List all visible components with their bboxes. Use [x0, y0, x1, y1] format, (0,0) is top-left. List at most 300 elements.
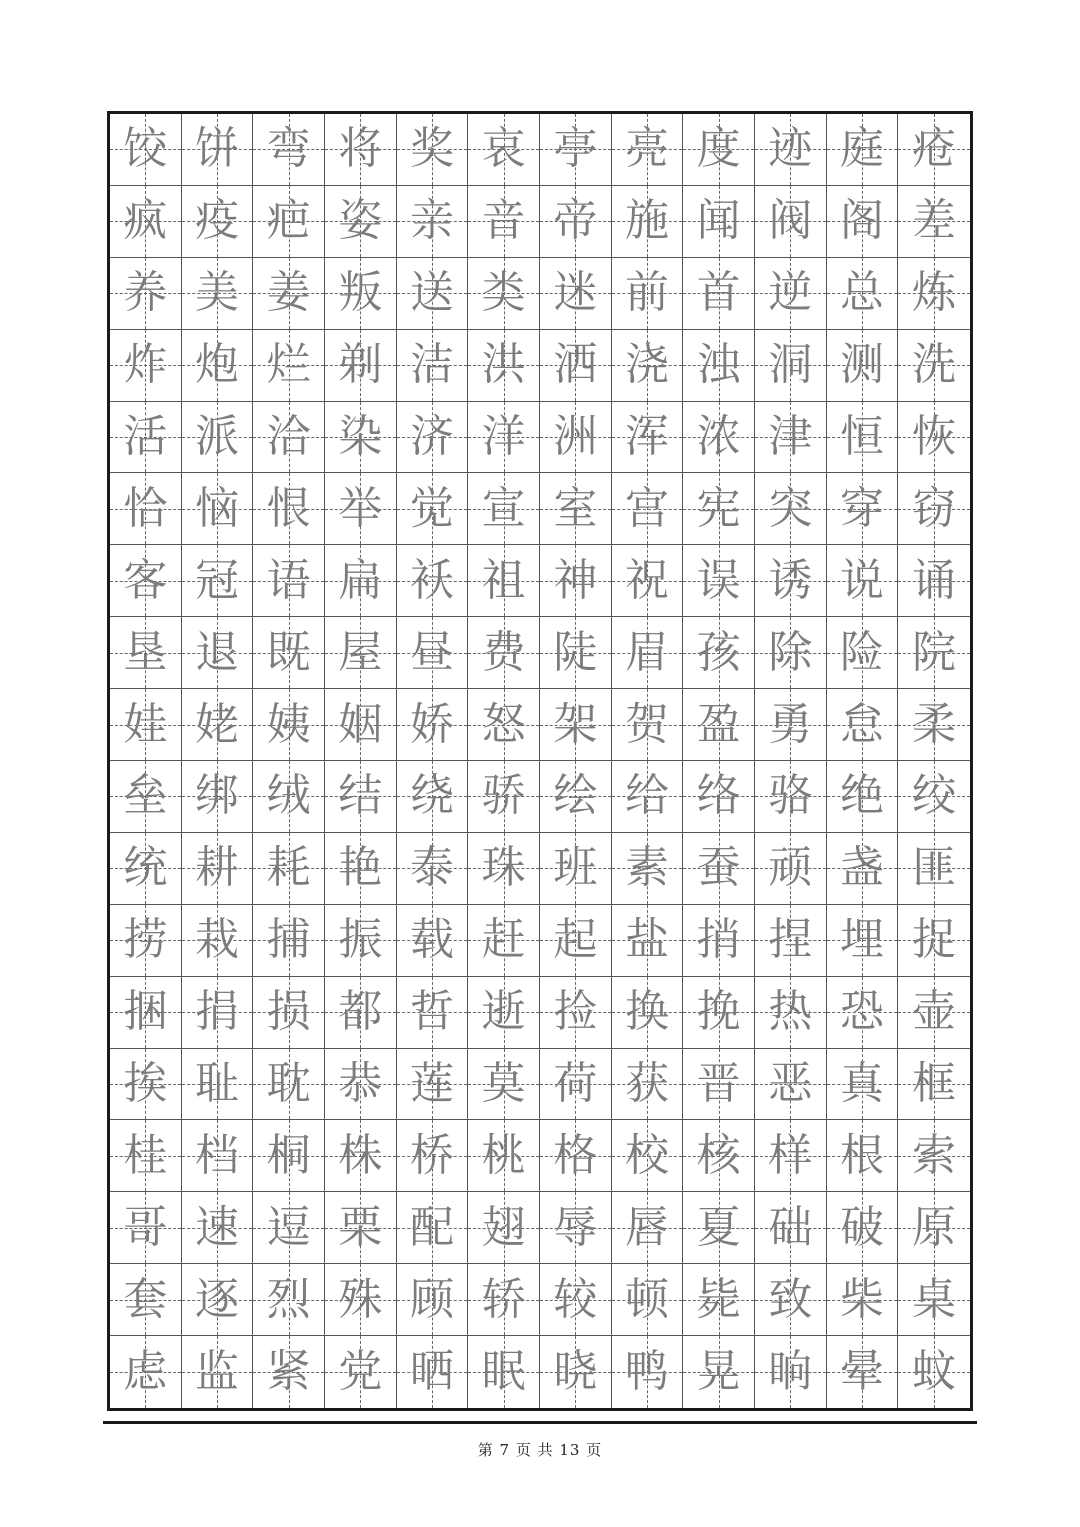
grid-cell — [253, 1264, 325, 1336]
grid-cell — [253, 114, 325, 186]
grid-cell — [612, 1192, 684, 1264]
practice-character: 轿 — [481, 1273, 526, 1325]
practice-character: 桥 — [409, 1129, 454, 1181]
grid-cell — [827, 114, 899, 186]
grid-cell — [182, 330, 254, 402]
practice-character: 浓 — [696, 410, 741, 462]
practice-character: 眉 — [624, 626, 669, 678]
grid-cell — [683, 689, 755, 761]
grid-cell — [540, 545, 612, 617]
grid-cell — [468, 1120, 540, 1192]
practice-character: 除 — [768, 626, 813, 678]
grid-cell — [827, 330, 899, 402]
grid-cell — [325, 1264, 397, 1336]
practice-character: 差 — [912, 195, 957, 247]
practice-character: 辱 — [553, 1201, 598, 1253]
practice-character: 蚕 — [696, 842, 741, 894]
practice-character: 赶 — [481, 914, 526, 966]
practice-character: 获 — [624, 1057, 669, 1109]
practice-character: 艳 — [338, 842, 383, 894]
practice-character: 换 — [624, 986, 669, 1038]
grid-cell — [612, 1264, 684, 1336]
grid-cell — [468, 905, 540, 977]
page-number: 第 7 页 共 13 页 — [477, 1441, 603, 1459]
grid-cell — [325, 1049, 397, 1121]
practice-character: 栗 — [338, 1201, 383, 1253]
grid-cell — [325, 258, 397, 330]
grid-cell — [397, 617, 469, 689]
grid-cell — [898, 258, 970, 330]
practice-character: 疫 — [194, 195, 239, 247]
grid-cell — [253, 977, 325, 1049]
grid-cell — [325, 1192, 397, 1264]
grid-cell — [325, 617, 397, 689]
practice-character: 恼 — [194, 482, 239, 534]
practice-character: 起 — [553, 914, 598, 966]
grid-cell — [397, 258, 469, 330]
practice-character: 校 — [624, 1129, 669, 1181]
grid-cell — [325, 1120, 397, 1192]
practice-character: 染 — [338, 410, 383, 462]
practice-character: 绕 — [409, 770, 454, 822]
grid-cell — [755, 833, 827, 905]
practice-character: 础 — [768, 1201, 813, 1253]
grid-cell — [397, 1049, 469, 1121]
practice-character: 将 — [338, 123, 383, 175]
grid-cell — [898, 905, 970, 977]
grid-cell — [182, 114, 254, 186]
grid-cell — [683, 1049, 755, 1121]
grid-cell — [755, 186, 827, 258]
grid-cell — [540, 114, 612, 186]
grid-cell — [540, 1120, 612, 1192]
grid-cell — [110, 258, 182, 330]
grid-cell — [397, 545, 469, 617]
grid-cell — [683, 1264, 755, 1336]
practice-character: 盐 — [624, 914, 669, 966]
grid-cell — [540, 761, 612, 833]
grid-cell — [827, 186, 899, 258]
practice-character: 桐 — [266, 1129, 311, 1181]
grid-cell — [683, 761, 755, 833]
grid-cell — [898, 402, 970, 474]
practice-character: 索 — [912, 1129, 957, 1181]
grid-cell — [540, 186, 612, 258]
practice-character: 袄 — [409, 554, 454, 606]
grid-cell — [110, 330, 182, 402]
grid-cell — [683, 833, 755, 905]
grid-cell — [468, 473, 540, 545]
practice-character: 迹 — [768, 123, 813, 175]
grid-cell — [683, 1120, 755, 1192]
practice-character: 捆 — [123, 986, 168, 1038]
grid-cell — [468, 1049, 540, 1121]
practice-character: 诵 — [912, 554, 957, 606]
grid-cell — [325, 905, 397, 977]
practice-character: 给 — [624, 770, 669, 822]
practice-character: 结 — [338, 770, 383, 822]
practice-character: 逝 — [481, 986, 526, 1038]
practice-character: 破 — [839, 1201, 884, 1253]
grid-cell — [253, 545, 325, 617]
grid-cell — [182, 617, 254, 689]
grid-cell — [397, 186, 469, 258]
grid-cell — [683, 330, 755, 402]
practice-character: 毙 — [696, 1273, 741, 1325]
practice-character: 贺 — [624, 698, 669, 750]
practice-character: 剃 — [338, 339, 383, 391]
practice-character: 络 — [696, 770, 741, 822]
grid-cell — [827, 1120, 899, 1192]
practice-character: 宣 — [481, 482, 526, 534]
practice-character: 捎 — [696, 914, 741, 966]
practice-character: 浊 — [696, 339, 741, 391]
grid-cell — [325, 1336, 397, 1408]
grid-cell — [110, 977, 182, 1049]
practice-character: 浑 — [624, 410, 669, 462]
practice-character: 绒 — [266, 770, 311, 822]
practice-character: 闻 — [696, 195, 741, 247]
character-practice-grid — [107, 111, 973, 1411]
practice-character: 耻 — [194, 1057, 239, 1109]
practice-character: 埋 — [839, 914, 884, 966]
grid-cell — [898, 1120, 970, 1192]
grid-cell — [827, 1192, 899, 1264]
practice-character: 恨 — [266, 482, 311, 534]
grid-cell — [325, 330, 397, 402]
grid-cell — [182, 473, 254, 545]
grid-cell — [110, 186, 182, 258]
grid-cell — [755, 114, 827, 186]
practice-character: 较 — [553, 1273, 598, 1325]
grid-cell — [325, 761, 397, 833]
grid-cell — [540, 330, 612, 402]
grid-cell — [683, 977, 755, 1049]
practice-character: 屋 — [338, 626, 383, 678]
grid-cell — [253, 186, 325, 258]
practice-character: 样 — [768, 1129, 813, 1181]
practice-character: 客 — [123, 554, 168, 606]
grid-cell — [898, 761, 970, 833]
grid-cell — [898, 833, 970, 905]
grid-cell — [540, 258, 612, 330]
practice-character: 险 — [839, 626, 884, 678]
grid-cell — [612, 1049, 684, 1121]
grid-cell — [182, 689, 254, 761]
practice-character: 姜 — [266, 267, 311, 319]
practice-character: 祖 — [481, 554, 526, 606]
grid-cell — [468, 833, 540, 905]
practice-character: 恐 — [839, 986, 884, 1038]
practice-character: 炼 — [912, 267, 957, 319]
grid-cell — [827, 977, 899, 1049]
practice-character: 真 — [839, 1057, 884, 1109]
grid-cell — [182, 1336, 254, 1408]
grid-cell — [827, 1049, 899, 1121]
grid-cell — [612, 977, 684, 1049]
practice-character: 洋 — [481, 410, 526, 462]
practice-character: 唇 — [624, 1201, 669, 1253]
grid-cell — [612, 905, 684, 977]
grid-cell — [182, 1120, 254, 1192]
grid-cell — [683, 1192, 755, 1264]
grid-cell — [540, 402, 612, 474]
grid-cell — [182, 1264, 254, 1336]
practice-character: 祝 — [624, 554, 669, 606]
practice-character: 洲 — [553, 410, 598, 462]
practice-character: 神 — [553, 554, 598, 606]
practice-character: 捉 — [912, 914, 957, 966]
grid-cell — [612, 545, 684, 617]
grid-cell — [612, 473, 684, 545]
practice-character: 都 — [338, 986, 383, 1038]
grid-cell — [253, 761, 325, 833]
grid-cell — [898, 1192, 970, 1264]
grid-cell — [683, 258, 755, 330]
practice-character: 桂 — [123, 1129, 168, 1181]
practice-character: 配 — [409, 1201, 454, 1253]
practice-character: 姥 — [194, 698, 239, 750]
grid-cell — [110, 473, 182, 545]
grid-cell — [683, 617, 755, 689]
grid-cell — [253, 258, 325, 330]
grid-cell — [755, 402, 827, 474]
practice-character: 美 — [194, 267, 239, 319]
grid-cell — [468, 617, 540, 689]
practice-character: 振 — [338, 914, 383, 966]
grid-cell — [110, 1049, 182, 1121]
practice-character: 原 — [912, 1201, 957, 1253]
practice-character: 养 — [123, 267, 168, 319]
grid-cell — [182, 258, 254, 330]
grid-cell — [253, 1336, 325, 1408]
grid-cell — [827, 617, 899, 689]
grid-cell — [540, 1049, 612, 1121]
practice-character: 晒 — [409, 1346, 454, 1398]
practice-character: 哲 — [409, 986, 454, 1038]
practice-character: 疮 — [912, 123, 957, 175]
grid-cell — [397, 1120, 469, 1192]
practice-character: 恢 — [912, 410, 957, 462]
grid-cell — [755, 761, 827, 833]
grid-cell — [755, 258, 827, 330]
grid-cell — [325, 114, 397, 186]
practice-character: 捐 — [194, 986, 239, 1038]
practice-character: 济 — [409, 410, 454, 462]
grid-cell — [612, 402, 684, 474]
grid-cell — [397, 833, 469, 905]
practice-character: 扁 — [338, 554, 383, 606]
practice-character: 夏 — [696, 1201, 741, 1253]
grid-cell — [755, 473, 827, 545]
practice-character: 捞 — [123, 914, 168, 966]
grid-cell — [540, 977, 612, 1049]
practice-character: 洞 — [768, 339, 813, 391]
grid-cell — [253, 689, 325, 761]
grid-cell — [898, 330, 970, 402]
grid-cell — [683, 114, 755, 186]
practice-character: 恶 — [768, 1057, 813, 1109]
practice-character: 阁 — [839, 195, 884, 247]
practice-character: 晋 — [696, 1057, 741, 1109]
grid-cell — [468, 689, 540, 761]
grid-cell — [898, 114, 970, 186]
practice-character: 烈 — [266, 1273, 311, 1325]
practice-character: 档 — [194, 1129, 239, 1181]
grid-cell — [898, 545, 970, 617]
practice-character: 匪 — [912, 842, 957, 894]
practice-character: 壶 — [912, 986, 957, 1038]
grid-cell — [325, 402, 397, 474]
grid-cell — [325, 545, 397, 617]
grid-cell — [755, 977, 827, 1049]
grid-cell — [110, 761, 182, 833]
practice-character: 津 — [768, 410, 813, 462]
grid-cell — [325, 689, 397, 761]
grid-cell — [468, 114, 540, 186]
grid-cell — [468, 545, 540, 617]
practice-character: 举 — [338, 482, 383, 534]
practice-character: 盏 — [839, 842, 884, 894]
grid-cell — [253, 833, 325, 905]
grid-cell — [540, 905, 612, 977]
practice-character: 党 — [338, 1346, 383, 1398]
grid-cell — [468, 761, 540, 833]
grid-cell — [612, 1120, 684, 1192]
practice-character: 格 — [553, 1129, 598, 1181]
practice-character: 逐 — [194, 1273, 239, 1325]
grid-cell — [612, 761, 684, 833]
practice-character: 根 — [839, 1129, 884, 1181]
grid-cell — [827, 545, 899, 617]
practice-character: 叛 — [338, 267, 383, 319]
grid-cell — [325, 186, 397, 258]
practice-character: 监 — [194, 1346, 239, 1398]
practice-character: 诱 — [768, 554, 813, 606]
practice-character: 昼 — [409, 626, 454, 678]
grid-cell — [540, 617, 612, 689]
grid-cell — [540, 473, 612, 545]
practice-character: 窃 — [912, 482, 957, 534]
practice-character: 耕 — [194, 842, 239, 894]
practice-character: 类 — [481, 267, 526, 319]
grid-cell — [827, 1336, 899, 1408]
practice-character: 前 — [624, 267, 669, 319]
practice-character: 既 — [266, 626, 311, 678]
practice-character: 绝 — [839, 770, 884, 822]
grid-cell — [755, 545, 827, 617]
grid-cell — [182, 833, 254, 905]
practice-character: 骆 — [768, 770, 813, 822]
practice-character: 派 — [194, 410, 239, 462]
practice-character: 饼 — [194, 123, 239, 175]
practice-character: 觉 — [409, 482, 454, 534]
practice-character: 退 — [194, 626, 239, 678]
practice-character: 帝 — [553, 195, 598, 247]
practice-character: 穿 — [839, 482, 884, 534]
practice-character: 紧 — [266, 1346, 311, 1398]
grid-cell — [397, 977, 469, 1049]
practice-character: 饺 — [123, 123, 168, 175]
practice-character: 晌 — [768, 1346, 813, 1398]
practice-character: 室 — [553, 482, 598, 534]
grid-cell — [612, 689, 684, 761]
practice-character: 炸 — [123, 339, 168, 391]
grid-cell — [182, 905, 254, 977]
grid-cell — [397, 689, 469, 761]
practice-character: 亮 — [624, 123, 669, 175]
practice-character: 烂 — [266, 339, 311, 391]
grid-cell — [182, 1192, 254, 1264]
grid-cell — [182, 402, 254, 474]
grid-cell — [683, 545, 755, 617]
practice-character: 顽 — [768, 842, 813, 894]
grid-cell — [397, 114, 469, 186]
grid-cell — [683, 402, 755, 474]
practice-character: 院 — [912, 626, 957, 678]
grid-cell — [110, 1264, 182, 1336]
practice-character: 勇 — [768, 698, 813, 750]
practice-character: 哥 — [123, 1201, 168, 1253]
grid-cell — [827, 833, 899, 905]
grid-cell — [827, 905, 899, 977]
grid-cell — [540, 1192, 612, 1264]
practice-character: 株 — [338, 1129, 383, 1181]
grid-cell — [110, 1120, 182, 1192]
practice-character: 统 — [123, 842, 168, 894]
practice-character: 度 — [696, 123, 741, 175]
grid-cell — [397, 402, 469, 474]
grid-cell — [898, 689, 970, 761]
practice-character: 绑 — [194, 770, 239, 822]
grid-cell — [827, 1264, 899, 1336]
practice-character: 殊 — [338, 1273, 383, 1325]
practice-character: 眠 — [481, 1346, 526, 1398]
practice-character: 柴 — [839, 1273, 884, 1325]
practice-character: 总 — [839, 267, 884, 319]
grid-cell — [468, 258, 540, 330]
practice-character: 陡 — [553, 626, 598, 678]
grid-cell — [253, 1049, 325, 1121]
practice-character: 语 — [266, 554, 311, 606]
grid-cell — [468, 1192, 540, 1264]
practice-character: 突 — [768, 482, 813, 534]
practice-character: 骄 — [481, 770, 526, 822]
practice-character: 捕 — [266, 914, 311, 966]
practice-character: 送 — [409, 267, 454, 319]
grid-cell — [110, 114, 182, 186]
practice-character: 庭 — [839, 123, 884, 175]
practice-character: 晓 — [553, 1346, 598, 1398]
grid-cell — [182, 1049, 254, 1121]
grid-cell — [110, 905, 182, 977]
grid-cell — [755, 1049, 827, 1121]
practice-character: 捡 — [553, 986, 598, 1038]
practice-character: 弯 — [266, 123, 311, 175]
practice-character: 施 — [624, 195, 669, 247]
grid-cell — [827, 689, 899, 761]
practice-character: 迷 — [553, 267, 598, 319]
grid-cell — [683, 186, 755, 258]
grid-cell — [182, 186, 254, 258]
practice-character: 阀 — [768, 195, 813, 247]
grid-cell — [612, 186, 684, 258]
practice-character: 损 — [266, 986, 311, 1038]
grid-cell — [612, 330, 684, 402]
practice-character: 套 — [123, 1273, 168, 1325]
practice-character: 说 — [839, 554, 884, 606]
grid-cell — [898, 977, 970, 1049]
